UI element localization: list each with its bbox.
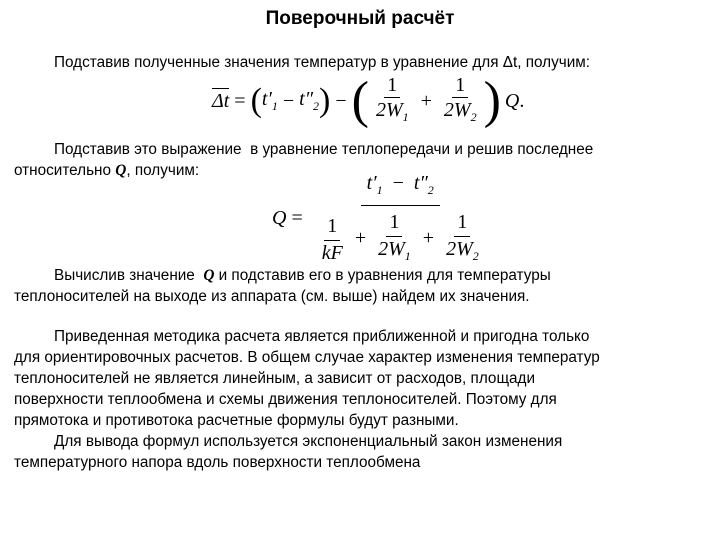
- period: .: [519, 89, 525, 112]
- calculation-paragraph-line2: теплоносителей на выходе из аппарата (см. выше) найдем их значения.: [14, 288, 530, 305]
- fraction-1-over-2w2: $\frac{1}{2W_2}$: [443, 74, 477, 124]
- right-paren: ): [319, 82, 331, 119]
- method-paragraph-line2: для ориентировочных расчетов. В общем случае характер изменения температур: [14, 349, 600, 366]
- fraction-1-over-2w2-b: $\frac{1}{2W_2}$: [446, 211, 479, 263]
- fraction-1-over-kf: $\frac{1}{kF}$: [321, 214, 343, 264]
- delta-t-formula: [212, 74, 524, 128]
- q-symbol: Q: [504, 89, 520, 112]
- plus-sign: +: [420, 89, 432, 112]
- right-big-paren: ): [483, 72, 501, 129]
- derivation-paragraph-line1: Для вывода формул используется экспоненциальный закон изменения: [54, 433, 563, 450]
- intro-paragraph: Подставив полученные значения температур в уравнение для Δt, получим:: [54, 54, 591, 71]
- method-paragraph-line5: прямотока и противотока расчетные формулы будут разными.: [14, 412, 459, 429]
- main-fraction: $t'_1 - t''_2$ $\frac{1}{kF}$ + $\frac{1}{2W_1}$ + $\frac{1}{2W_2}$: [312, 170, 489, 267]
- left-paren: (: [250, 82, 262, 119]
- t1-symbol: $t'_1$: [261, 88, 278, 113]
- q-lhs-symbol: Q: [272, 207, 287, 229]
- derivation-paragraph-line2: температурного напора вдоль поверхности теплообмена: [14, 454, 421, 471]
- method-paragraph-line4: поверхности теплообмена и схемы движения теплоносителей. Поэтому для: [14, 391, 557, 408]
- minus-sign-2: −: [335, 89, 347, 112]
- minus-sign: −: [282, 89, 295, 112]
- left-big-paren: (: [351, 72, 369, 129]
- method-paragraph-line3: теплоносителей не является линейным, а зависит от расходов, площади: [14, 370, 536, 387]
- calculation-paragraph-line1: Вычислив значение Q и подставив его в уравнения для температуры: [54, 267, 551, 284]
- method-paragraph-line1: Приведенная методика расчета является приближенной и пригодна только: [54, 328, 590, 345]
- page-title: Поверочный расчёт: [265, 8, 455, 29]
- t2-symbol: $t''_2$: [299, 88, 320, 113]
- heat-flow-formula: [272, 170, 493, 267]
- equals-sign-2: =: [291, 207, 303, 229]
- fraction-1-over-2w1: $\frac{1}{2W_1}$: [375, 74, 409, 124]
- delta-t-symbol: Δt: [212, 89, 230, 112]
- substitution-paragraph-line2: относительно Q, получим:: [14, 162, 200, 179]
- equals-sign: =: [234, 89, 246, 112]
- fraction-1-over-2w1-b: $\frac{1}{2W_1}$: [378, 211, 411, 263]
- substitution-paragraph-line1: Подставив это выражение в уравнение теплопередачи и решив последнее: [54, 141, 594, 158]
